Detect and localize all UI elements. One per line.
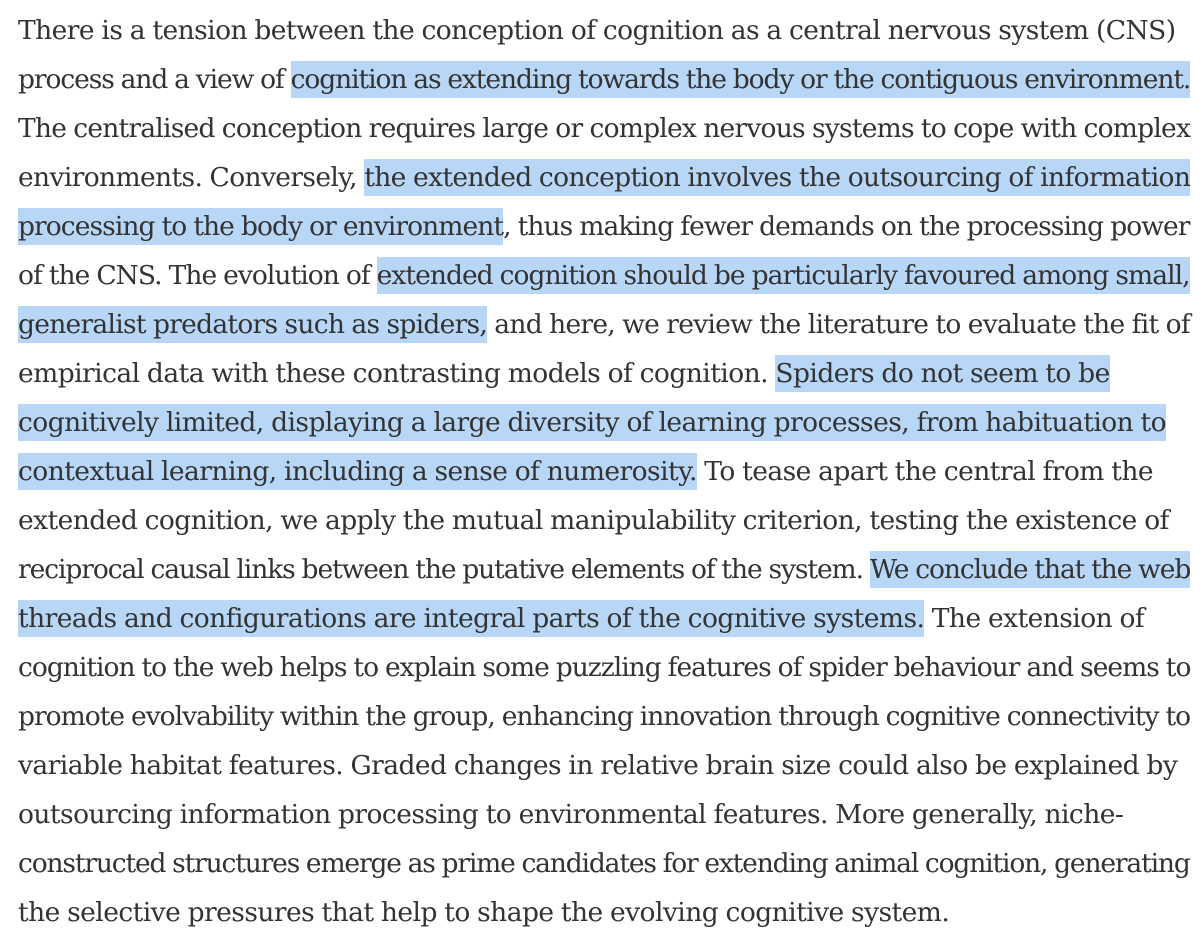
text-line (18, 55, 1190, 104)
text-segment: variable habitat features. Graded changes in relative brain size could also be explained by (18, 750, 1178, 781)
text-line (18, 349, 1190, 398)
text-line (18, 839, 1190, 888)
text-segment: reciprocal causal links between the putative elements of the system. (18, 554, 870, 585)
text-segment: The extension of (924, 603, 1145, 634)
text-line (18, 545, 1190, 594)
text-line (18, 202, 1190, 251)
highlighted-text: threads and configurations are integral parts of the cognitive systems. (18, 600, 924, 637)
highlighted-text: the extended conception involves the outsourcing of information (364, 159, 1190, 196)
text-segment: empirical data with these contrasting models of cognition. (18, 358, 776, 389)
highlighted-text: extended cognition should be particularly favoured among small, (377, 257, 1190, 294)
text-segment: environments. Conversely, (18, 162, 365, 193)
text-segment: constructed structures emerge as prime candidates for extending animal cognition, generating (18, 848, 1190, 879)
highlighted-text: generalist predators such as spiders, (18, 306, 487, 343)
text-segment: , thus making fewer demands on the processing power (503, 211, 1190, 242)
text-segment: process and a view of (18, 64, 291, 95)
text-segment: cognition to the web helps to explain some puzzling features of spider behaviour and seems to (18, 652, 1191, 683)
highlighted-text: Spiders do not seem to be (775, 355, 1109, 392)
text-segment: There is a tension between the conception of cognition as a central nervous system (CNS) (18, 15, 1176, 46)
text-line (18, 398, 1190, 447)
text-segment: the selective pressures that help to shape the evolving cognitive system. (18, 897, 950, 928)
text-segment: promote evolvability within the group, enhancing innovation through cognitive connectivity to (18, 701, 1191, 732)
text-line (18, 6, 1190, 55)
text-line (18, 643, 1190, 692)
text-segment: The centralised conception requires large or complex nervous systems to cope with complex (18, 113, 1191, 144)
highlighted-text: cognition as extending towards the body or the contiguous environment. (291, 61, 1191, 98)
text-line (18, 300, 1190, 349)
abstract-paragraph (18, 6, 1190, 937)
text-line (18, 153, 1190, 202)
highlighted-text: contextual learning, including a sense of numerosity. (18, 453, 697, 490)
highlighted-text: processing to the body or environment (18, 208, 503, 245)
highlighted-text: We conclude that the web (870, 551, 1190, 588)
text-segment: of the CNS. The evolution of (18, 260, 377, 291)
text-line (18, 251, 1190, 300)
text-line (18, 692, 1190, 741)
text-line (18, 447, 1190, 496)
text-line (18, 741, 1190, 790)
text-line (18, 104, 1190, 153)
text-segment: and here, we review the literature to evaluate the fit of (487, 309, 1190, 340)
highlighted-text: cognitively limited, displaying a large diversity of learning processes, from habituation to (18, 404, 1166, 441)
text-line (18, 888, 1190, 937)
text-line (18, 594, 1190, 643)
text-line (18, 790, 1190, 839)
text-segment: To tease apart the central from the (696, 456, 1153, 487)
text-segment: outsourcing information processing to environmental features. More generally, niche- (18, 799, 1124, 830)
text-line (18, 496, 1190, 545)
text-segment: extended cognition, we apply the mutual manipulability criterion, testing the existence of (18, 505, 1169, 536)
